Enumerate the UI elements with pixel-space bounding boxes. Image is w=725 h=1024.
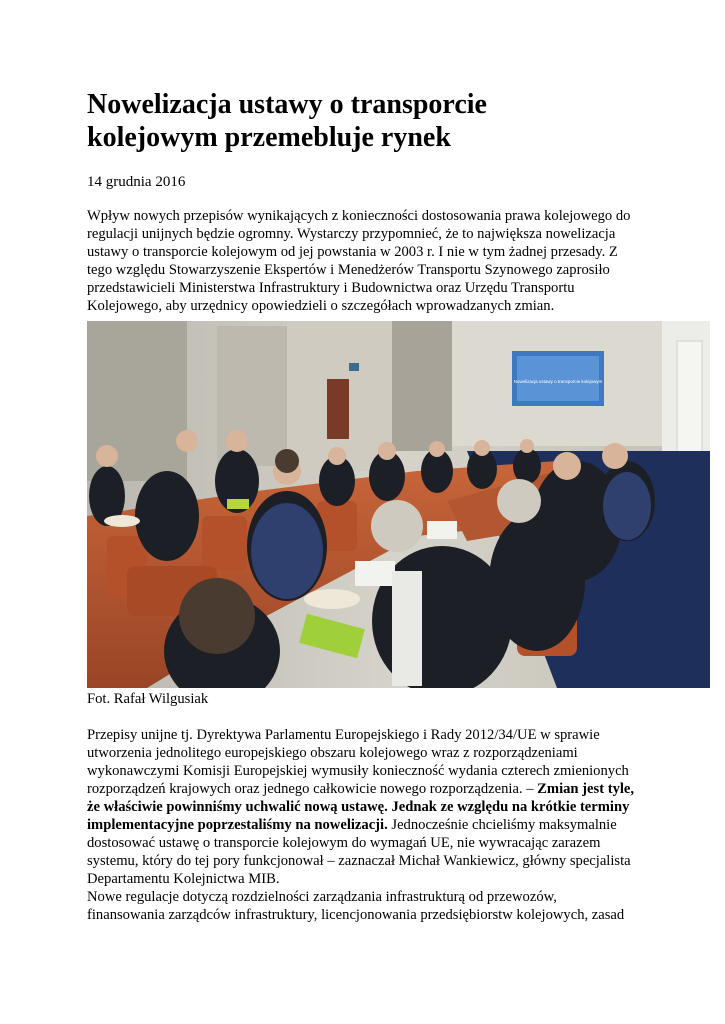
article-date: 14 grudnia 2016 [87, 174, 186, 190]
text-line [87, 816, 642, 834]
text-line: Wpływ nowych przepisów wynikających z konieczności dostosowania prawa kolejowego do [87, 208, 631, 224]
text-run: dostosować ustawę o transporcie kolejowym do wymagań UE, nie wywracając zarazem [87, 835, 601, 851]
text-run: wykonawczymi Komisji Europejskiej wymusiły konieczność wydania czterech zmienionych [87, 763, 629, 779]
body-paragraph [87, 726, 642, 888]
text-run: Jednocześnie chcieliśmy maksymalnie [387, 817, 617, 833]
text-line: Kolejowego, aby urzędnicy opowiedzieli o szczegółach wprowadzanych zmian. [87, 298, 555, 314]
text-line [87, 834, 642, 852]
text-line: regulacji unijnych będzie ogromny. Wystarczy przypomnieć, że to największa nowelizacja [87, 226, 616, 242]
text-run: utworzenia jednolitego europejskiego obszaru kolejowego wraz z rozporządzeniami [87, 745, 578, 761]
text-line [87, 798, 642, 816]
bold-quote: Zmian jest tyle, [537, 781, 635, 797]
conference-photo [87, 321, 710, 688]
closing-paragraph [87, 888, 642, 924]
text-line [87, 870, 642, 888]
bold-quote: że właściwie powinniśmy uchwalić nową ustawę. Jednak ze względu na krótkie terminy [87, 799, 630, 815]
photo-caption: Fot. Rafał Wilgusiak [87, 691, 209, 707]
text-run: systemu, który do tej pory funkcjonował – zaznaczał Michał Wankiewicz, główny specjalista [87, 853, 631, 869]
text-line: finansowania zarządców infrastruktury, licencjonowania przedsiębiorstw kolejowych, zasad [87, 907, 625, 923]
title-line: Nowelizacja ustawy o transporcie [87, 89, 487, 120]
text-line [87, 780, 642, 798]
text-line: tego względu Stowarzyszenie Ekspertów i Menedżerów Transportu Szynowego zaprosiło [87, 262, 610, 278]
text-line: Nowe regulacje dotyczą rozdzielności zarządzania infrastrukturą od przewozów, [87, 889, 557, 905]
text-line [87, 852, 642, 870]
text-line [87, 744, 642, 762]
text-line: przedstawicieli Ministerstwa Infrastruktury i Budownictwa oraz Urzędu Transportu [87, 280, 575, 296]
text-run: Departamentu Kolejnictwa MIB. [87, 871, 280, 887]
article-title [87, 88, 647, 154]
text-line [87, 762, 642, 780]
text-run: Przepisy unijne tj. Dyrektywa Parlamentu Europejskiego i Rady 2012/34/UE w sprawie [87, 727, 600, 743]
intro-paragraph [87, 207, 642, 315]
text-run: rozporządzeń krajowych oraz jednego całkowicie nowego rozporządzenia. – [87, 781, 538, 797]
photo-screen-text: Nowelizacja ustawy o transporcie kolejowym [513, 379, 603, 384]
title-line: kolejowym przemebluje rynek [87, 122, 451, 153]
text-line [87, 726, 642, 744]
text-line: ustawy o transporcie kolejowym od jej powstania w 2003 r. I nie w tym żadnej przesady. Z [87, 244, 618, 260]
bold-quote: implementacyjne poprzestaliśmy na nowelizacji. [87, 817, 388, 833]
